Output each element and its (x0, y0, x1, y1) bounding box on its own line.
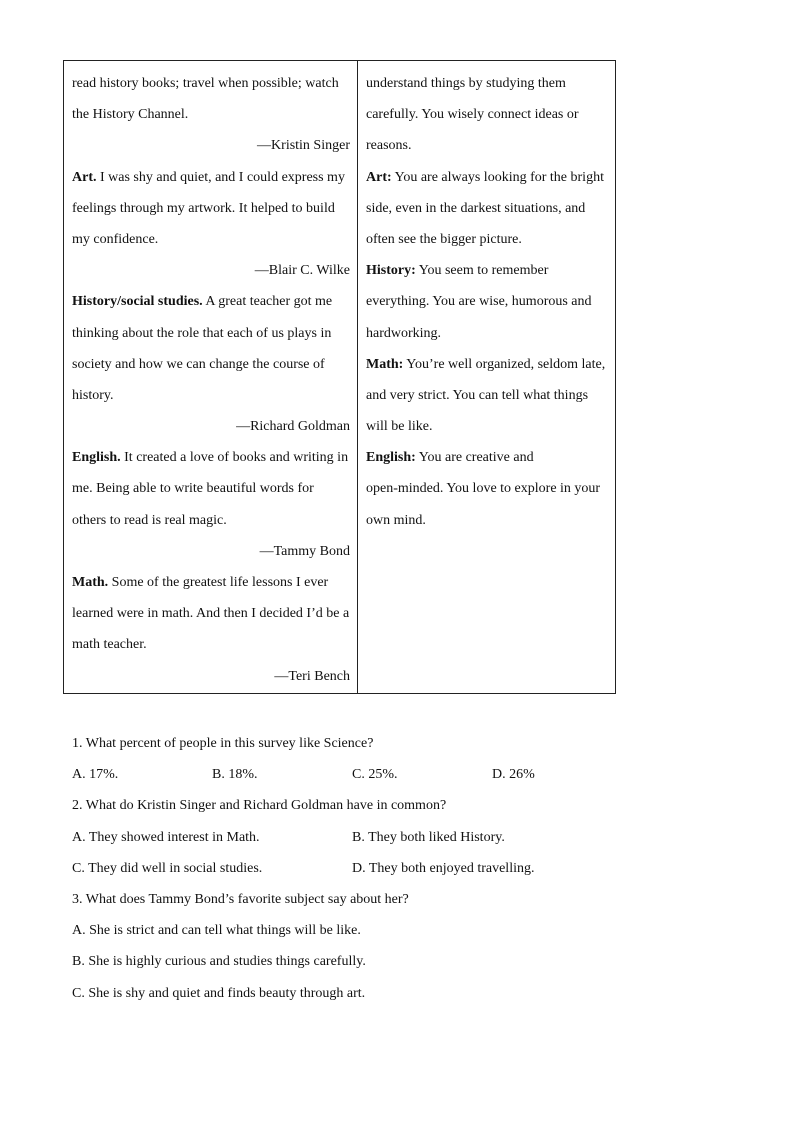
line-text: feelings through my artwork. It helped to build (72, 200, 335, 216)
line-text: —Teri Bench (274, 668, 350, 684)
right-line (366, 193, 607, 224)
line-text: —Blair C. Wilke (254, 263, 350, 279)
line-text: understand things by studying them (366, 76, 566, 91)
line-text: everything. You are wise, humorous and (366, 294, 592, 310)
left-line (72, 255, 350, 286)
right-line (366, 318, 607, 349)
line-text: You are always looking for the bright (391, 169, 604, 185)
left-line (72, 193, 350, 224)
answer-option[interactable]: A. She is strict and can tell what things will be like. (72, 923, 361, 939)
answer-option[interactable]: C. They did well in social studies. (72, 860, 263, 876)
left-line (72, 99, 350, 130)
left-line (72, 411, 350, 442)
line-text: open-minded. You love to explore in your (366, 481, 601, 497)
right-line (366, 411, 607, 442)
answer-option[interactable]: A. They showed interest in Math. (72, 829, 260, 845)
line-text: often see the bigger picture. (366, 231, 522, 247)
subject-label: English: (366, 450, 416, 466)
question-stem: 2. What do Kristin Singer and Richard Goldman have in common? (72, 798, 447, 814)
subject-label: History/social studies. (72, 294, 203, 310)
line-text: math teacher. (72, 637, 147, 653)
answer-option[interactable]: B. She is highly curious and studies things carefully. (72, 954, 366, 970)
line-text: learned were in math. And then I decided I’d be a (72, 606, 350, 622)
left-line (72, 629, 350, 660)
right-line (366, 505, 607, 536)
answer-option[interactable]: D. They both enjoyed travelling. (352, 860, 535, 876)
line-text: the History Channel. (72, 107, 189, 123)
line-text: —Tammy Bond (259, 543, 350, 559)
line-text: me. Being able to write beautiful words for (72, 481, 314, 497)
left-line (72, 442, 350, 473)
left-line (72, 598, 350, 629)
left-line (72, 162, 350, 193)
right-line (366, 380, 607, 411)
line-text: —Kristin Singer (257, 138, 350, 154)
left-line (72, 130, 350, 161)
right-line (366, 349, 607, 380)
line-text: reasons. (366, 138, 412, 154)
reading-table (63, 60, 616, 694)
line-text: history. (72, 387, 114, 403)
left-line (72, 349, 350, 380)
left-line (72, 380, 350, 411)
right-line (366, 442, 607, 473)
line-text: thinking about the role that each of us plays in (72, 325, 332, 341)
right-line (366, 130, 607, 161)
line-text: You’re well organized, seldom late, (403, 356, 606, 372)
subject-label: Math: (366, 356, 404, 372)
question-stem: 1. What percent of people in this survey like Science? (72, 736, 374, 751)
answer-option[interactable]: B. They both liked History. (352, 829, 505, 845)
left-line (72, 473, 350, 504)
line-text: society and how we can change the course of (72, 356, 325, 372)
right-line (366, 68, 607, 99)
line-text: carefully. You wisely connect ideas or (366, 107, 579, 123)
right-line (366, 255, 607, 286)
subject-label: Art. (72, 169, 97, 185)
line-text: hardworking. (366, 325, 442, 341)
left-line (72, 286, 350, 317)
line-text: I was shy and quiet, and I could express my (96, 169, 345, 185)
subject-label: History: (366, 263, 416, 279)
line-text: A great teacher got me (202, 294, 333, 310)
options-row (72, 946, 632, 977)
line-text: others to read is real magic. (72, 512, 227, 528)
options-row (72, 822, 632, 853)
answer-option[interactable]: C. She is shy and quiet and finds beauty through art. (72, 985, 366, 1001)
line-text: will be like. (366, 419, 433, 435)
answer-option[interactable]: C. 25%. (352, 767, 398, 783)
table-column-quotes (64, 61, 358, 693)
line-text: my confidence. (72, 231, 159, 247)
left-line (72, 68, 350, 99)
right-line (366, 473, 607, 504)
line-text: Some of the greatest life lessons I ever (108, 575, 329, 590)
subject-label: English. (72, 450, 121, 466)
answer-option[interactable]: B. 18%. (212, 767, 258, 783)
line-text: read history books; travel when possible; watch (72, 76, 339, 91)
line-text: and very strict. You can tell what things (366, 387, 589, 403)
left-line (72, 224, 350, 255)
line-text: You are creative and (415, 450, 534, 466)
answer-option[interactable]: D. 26% (492, 767, 535, 783)
line-text: side, even in the darkest situations, and (366, 200, 586, 216)
right-line (366, 162, 607, 193)
line-text: It created a love of books and writing in (120, 450, 349, 466)
left-line (72, 505, 350, 536)
line-text: —Richard Goldman (236, 419, 350, 435)
right-line (366, 286, 607, 317)
left-line (72, 318, 350, 349)
options-row (72, 853, 632, 884)
subject-label: Math. (72, 575, 109, 590)
question-section (72, 728, 632, 1009)
right-line (366, 99, 607, 130)
line-text: You seem to remember (415, 263, 549, 279)
right-line (366, 224, 607, 255)
question-stem: 3. What does Tammy Bond’s favorite subject say about her? (72, 891, 409, 907)
options-row (72, 978, 632, 1009)
left-line (72, 536, 350, 567)
subject-label: Art: (366, 169, 392, 185)
answer-option[interactable]: A. 17%. (72, 767, 119, 783)
line-text: own mind. (366, 512, 426, 528)
options-row (72, 915, 632, 946)
table-column-meanings (358, 61, 615, 693)
left-line (72, 661, 350, 692)
left-line (72, 567, 350, 598)
options-row (72, 759, 632, 790)
